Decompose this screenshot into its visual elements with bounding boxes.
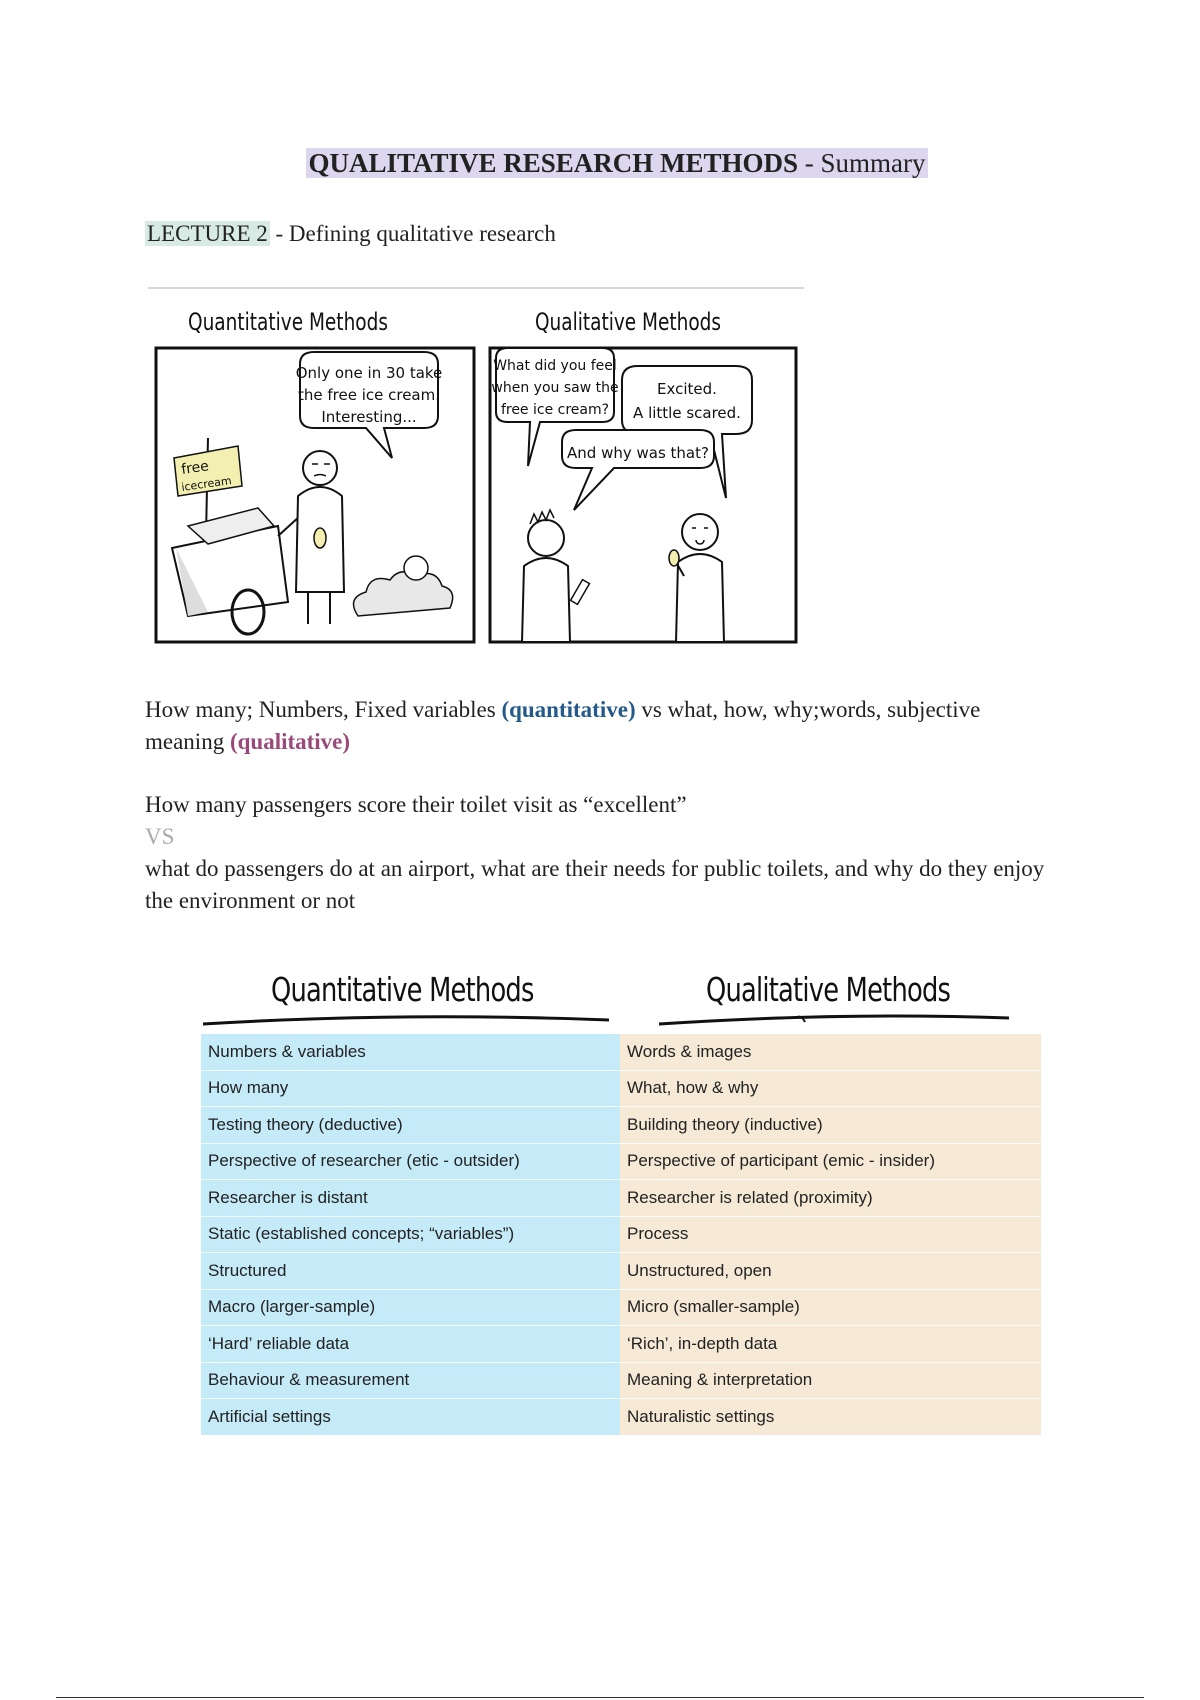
quantitative-cell: Behaviour & measurement [201,1362,620,1399]
example-qualitative: what do passengers do at an airport, what are their needs for public toilets, and why do they enjoy the environment or not [145,856,1045,913]
qualitative-cell: Naturalistic settings [620,1399,1041,1436]
quantitative-cell: Structured [201,1253,620,1290]
title-bold: QUALITATIVE RESEARCH METHODS [308,148,799,178]
thought-cloud [354,556,453,616]
quantitative-cell: Perspective of researcher (etic - outsider) [201,1143,620,1180]
table-row [201,1034,1041,1070]
table-row [201,1362,1041,1399]
table-row [201,1253,1041,1290]
vs-separator: VS [145,824,175,849]
para1-middle: vs what, how, why;words, subjective meaning [145,697,981,754]
comparison-headers [201,970,1041,1028]
quantitative-cell: Researcher is distant [201,1180,620,1217]
table-row [201,1399,1041,1436]
quantitative-cell: Testing theory (deductive) [201,1107,620,1144]
qualitative-cell: Process [620,1216,1041,1253]
table-row [201,1180,1041,1217]
ice-cream-cart [172,508,300,634]
qualitative-label: (qualitative) [229,729,351,754]
quantitative-cell: Artificial settings [201,1399,620,1436]
qualitative-cell: Words & images [620,1034,1041,1070]
sign-text-icecream: icecream [180,474,233,494]
qualitative-cell: Building theory (inductive) [620,1107,1041,1144]
bubble1-line2: the free ice cream. [297,386,441,404]
quantitative-cell: Macro (larger-sample) [201,1289,620,1326]
comic-left-title: Quantitative Methods [188,308,388,336]
bubble4-text: And why was that? [567,444,709,462]
participant-figure [669,514,724,642]
methods-table-body [201,1034,1041,1435]
comic-illustration [148,286,804,650]
quantitative-cell: ‘Hard’ reliable data [201,1326,620,1363]
lecture-subtitle: - Defining qualitative research [269,221,556,246]
title-rest: - Summary [798,148,926,178]
bubble2-line3: free ice cream? [500,402,610,418]
table-row [201,1326,1041,1363]
bubble1-line1: Only one in 30 take [295,364,443,382]
qualitative-cell: ‘Rich’, in-depth data [620,1326,1041,1363]
speech-bubble-researcher [296,352,443,458]
qualitative-cell: Micro (smaller-sample) [620,1289,1041,1326]
bubble2-line1: What did you feel [493,358,617,374]
researcher-figure [296,451,344,624]
table-row [201,1107,1041,1144]
speech-bubble-followup [562,430,714,510]
qualitative-cell: Unstructured, open [620,1253,1041,1290]
interviewer-figure [522,510,589,642]
comic-right-title: Qualitative Methods [535,308,721,336]
comparison-figure [201,970,1041,1430]
qualitative-cell: What, how & why [620,1070,1041,1107]
bubble1-line3: Interesting... [321,408,417,426]
document-title [0,146,1200,180]
qualitative-header: Qualitative Methods [706,970,951,1009]
lecture-label: LECTURE 2 [147,221,268,246]
table-row [201,1289,1041,1326]
sign-text-free: free [180,458,210,478]
lecture-heading [145,219,556,249]
quantitative-cell: Static (established concepts; “variables”) [201,1216,620,1253]
para1-start: How many; Numbers, Fixed variables [145,697,502,722]
quantitative-header: Quantitative Methods [271,970,534,1009]
table-row [201,1143,1041,1180]
methods-table [201,1034,1041,1436]
paragraph-comparison [145,694,1045,758]
bubble3-line2: A little scared. [633,404,741,422]
bubble2-line2: when you saw the [491,380,619,396]
qualitative-cell: Researcher is related (proximity) [620,1180,1041,1217]
bubble3-line1: Excited. [657,380,717,398]
qualitative-cell: Perspective of participant (emic - insider) [620,1143,1041,1180]
page-footer-rule [56,1697,1144,1698]
quantitative-cell: How many [201,1070,620,1107]
qualitative-cell: Meaning & interpretation [620,1362,1041,1399]
title-highlight [306,148,927,178]
quantitative-label: (quantitative) [501,697,636,722]
example-quantitative: How many passengers score their toilet visit as “excellent” [145,792,687,817]
paragraph-example [145,789,1045,917]
table-row [201,1216,1041,1253]
table-row [201,1070,1041,1107]
quantitative-cell: Numbers & variables [201,1034,620,1070]
